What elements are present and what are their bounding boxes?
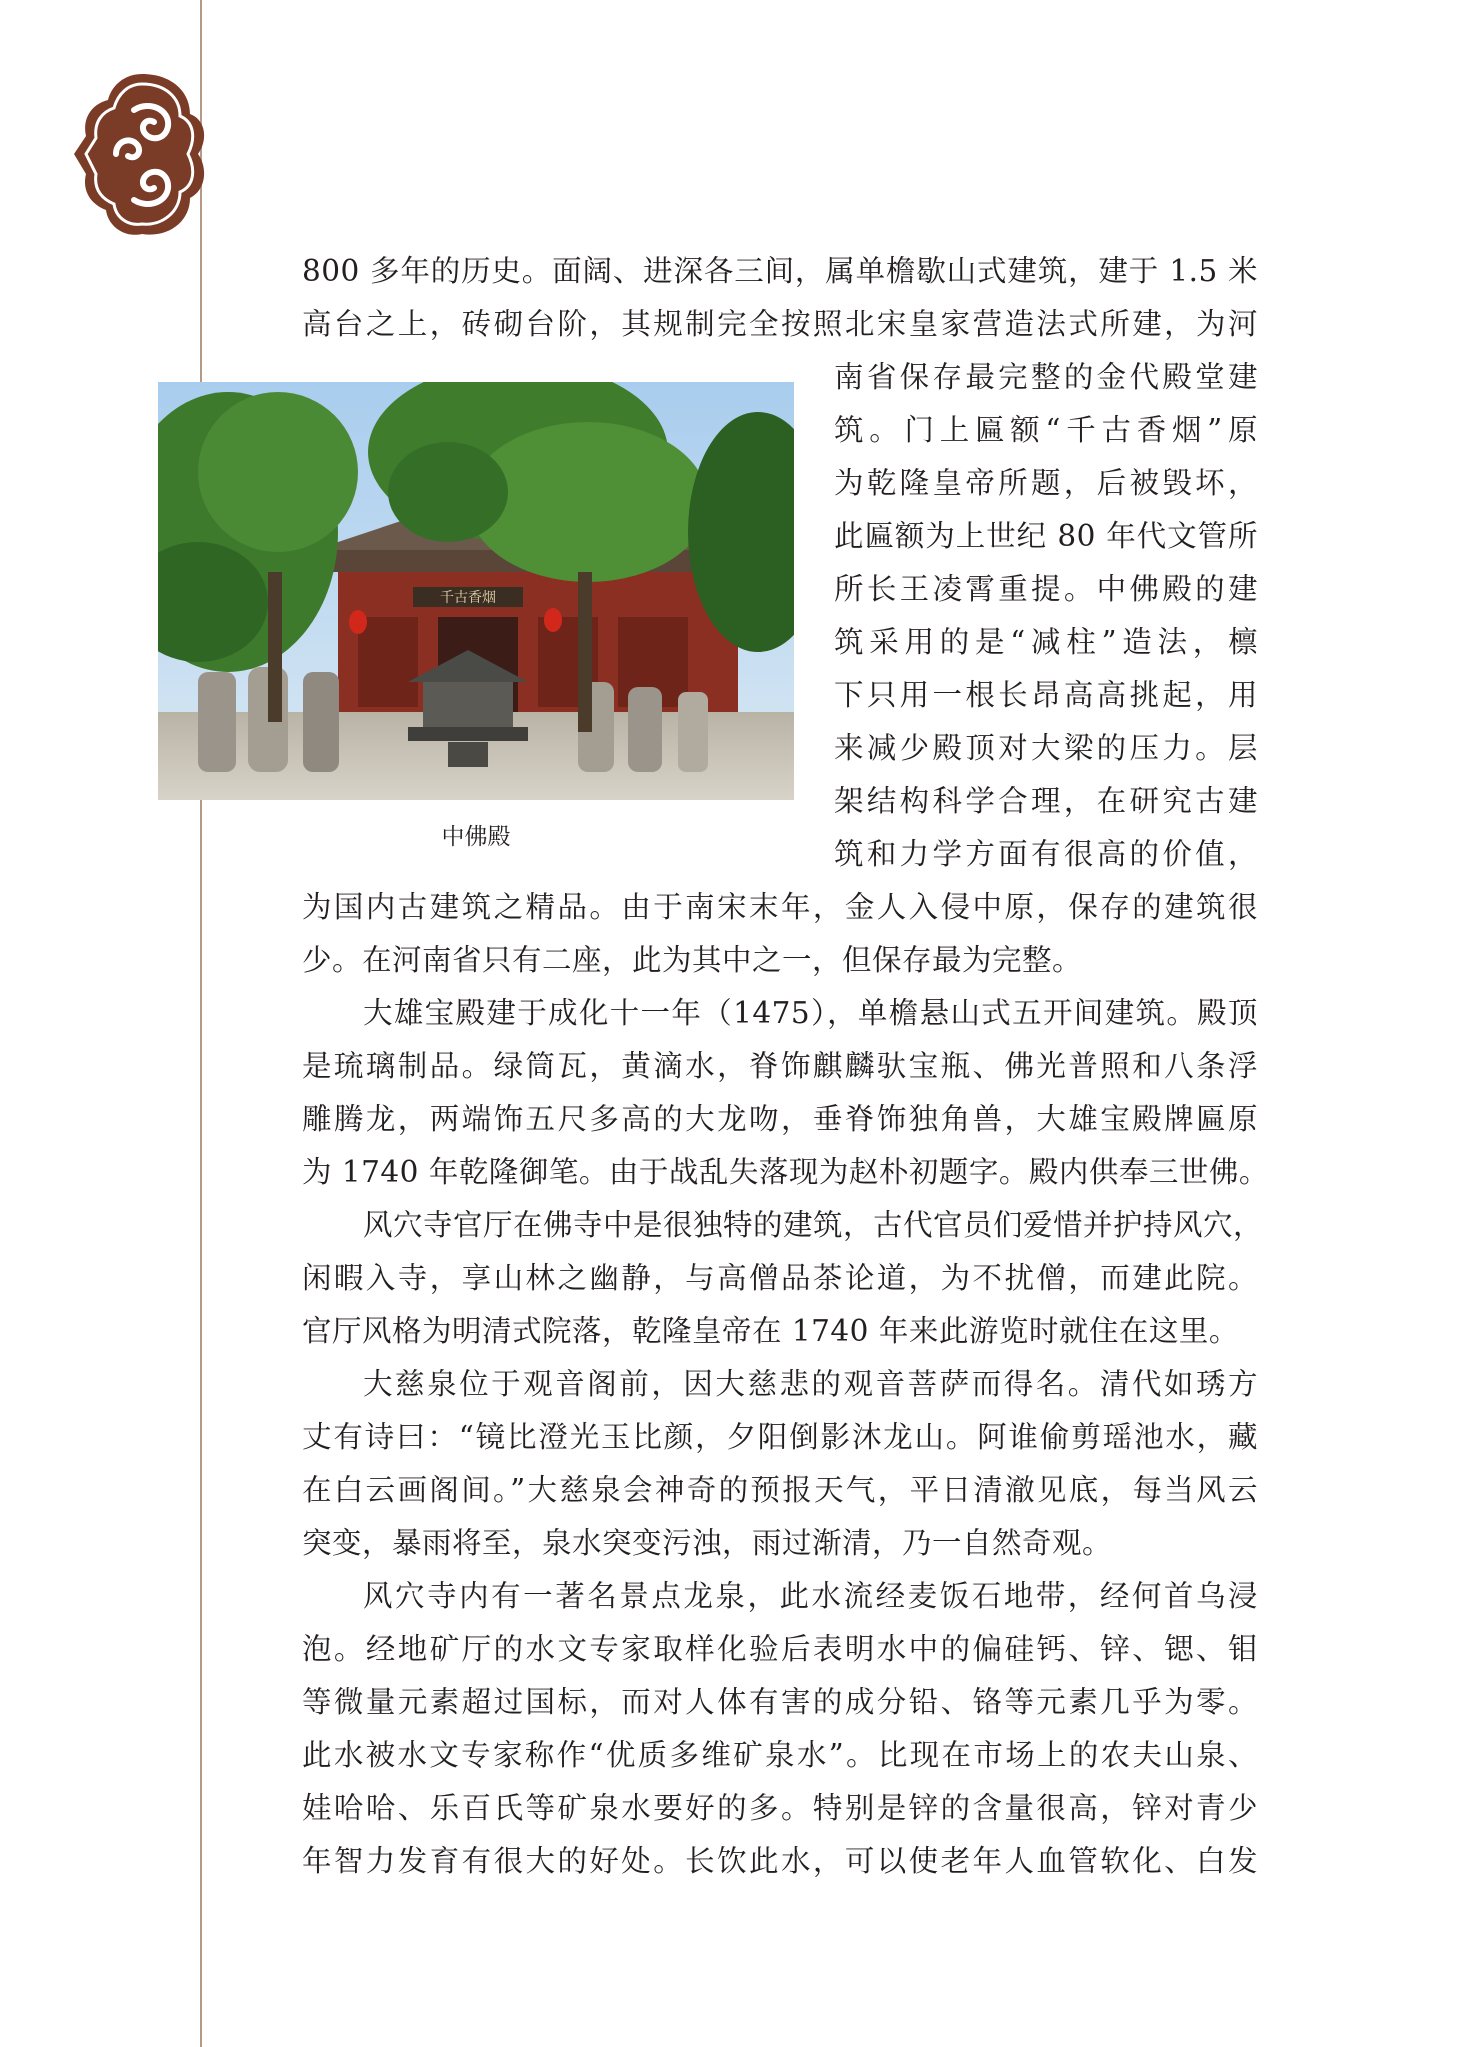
- temple-photo-illustration: [158, 382, 794, 800]
- text-line: 南省保存最完整的金代殿堂建: [834, 360, 1258, 394]
- cloud-ornament-icon: [72, 70, 208, 240]
- text-line: 大慈泉位于观音阁前，因大慈悲的观音菩萨而得名。清代如琇方: [363, 1367, 1258, 1401]
- text-line: 在白云画阁间。”大慈泉会神奇的预报天气，平日清澈见底，每当风云: [302, 1473, 1258, 1507]
- text-line: 来减少殿顶对大梁的压力。层: [834, 731, 1258, 765]
- text-line: 风穴寺内有一著名景点龙泉，此水流经麦饭石地带，经何首乌浸: [363, 1579, 1258, 1613]
- text-line: 雕腾龙，两端饰五尺多高的大龙吻，垂脊饰独角兽，大雄宝殿牌匾原: [302, 1102, 1258, 1136]
- text-line: 突变，暴雨将至，泉水突变污浊，雨过渐清，乃一自然奇观。: [302, 1526, 1113, 1560]
- text-line: 等微量元素超过国标，而对人体有害的成分铅、铬等元素几乎为零。: [302, 1685, 1258, 1719]
- text-line: 大雄宝殿建于成化十一年（1475），单檐悬山式五开间建筑。殿顶: [363, 996, 1258, 1030]
- text-line: 年智力发育有很大的好处。长饮此水，可以使老年人血管软化、白发: [302, 1844, 1258, 1878]
- text-line: 为乾隆皇帝所题，后被毁坏，: [834, 466, 1258, 500]
- text-line: 此匾额为上世纪 80 年代文管所: [834, 519, 1258, 553]
- text-line: 高台之上，砖砌台阶，其规制完全按照北宋皇家营造法式所建，为河: [302, 307, 1258, 341]
- text-line: 筑采用的是“减柱”造法，檩: [834, 625, 1258, 659]
- text-line: 闲暇入寺，享山林之幽静，与高僧品茶论道，为不扰僧，而建此院。: [302, 1261, 1258, 1295]
- margin-rule: [200, 0, 202, 2047]
- text-line: 筑。门上匾额“千古香烟”原: [834, 413, 1258, 447]
- text-line: 丈有诗曰：“镜比澄光玉比颜，夕阳倒影沐龙山。阿谁偷剪瑶池水，藏: [302, 1420, 1258, 1454]
- plaque-text: 千古香烟: [440, 590, 496, 606]
- text-line: 风穴寺官厅在佛寺中是很独特的建筑，古代官员们爱惜并护持风穴，: [363, 1208, 1264, 1242]
- text-line: 官厅风格为明清式院落，乾隆皇帝在 1740 年来此游览时就住在这里。: [302, 1314, 1239, 1348]
- text-line: 泡。经地矿厅的水文专家取样化验后表明水中的偏硅钙、锌、锶、钼: [302, 1632, 1258, 1666]
- text-line: 为 1740 年乾隆御笔。由于战乱失落现为赵朴初题字。殿内供奉三世佛。: [302, 1155, 1269, 1189]
- text-line: 架结构科学合理，在研究古建: [834, 784, 1258, 818]
- text-line: 娃哈哈、乐百氏等矿泉水要好的多。特别是锌的含量很高，锌对青少: [302, 1791, 1258, 1825]
- text-line: 为国内古建筑之精品。由于南宋末年，金人入侵中原，保存的建筑很: [302, 890, 1258, 924]
- text-line: 所长王凌霄重提。中佛殿的建: [834, 572, 1258, 606]
- text-line: 此水被水文专家称作“优质多维矿泉水”。比现在市场上的农夫山泉、: [302, 1738, 1258, 1772]
- temple-photo: [158, 382, 794, 800]
- text-line: 少。在河南省只有二座，此为其中之一，但保存最为完整。: [302, 943, 1083, 977]
- text-line: 下只用一根长昂高高挑起，用: [834, 678, 1258, 712]
- text-line: 是琉璃制品。绿筒瓦，黄滴水，脊饰麒麟驮宝瓶、佛光普照和八条浮: [302, 1049, 1258, 1083]
- photo-caption: 中佛殿: [441, 824, 511, 850]
- text-line: 筑和力学方面有很高的价值，: [834, 837, 1258, 871]
- text-line: 800 多年的历史。面阔、进深各三间，属单檐歇山式建筑，建于 1.5 米: [302, 254, 1258, 288]
